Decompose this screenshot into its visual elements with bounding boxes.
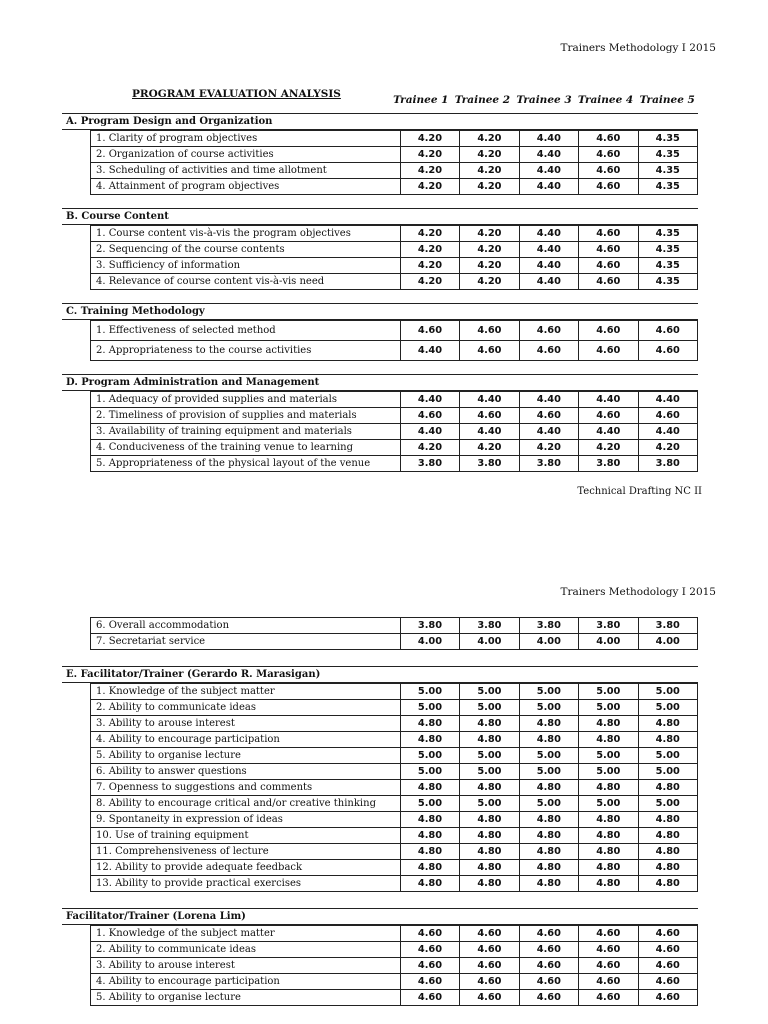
table-row (91, 860, 698, 876)
table-row (91, 796, 698, 812)
criterion-label: 1. Course content vis-à-vis the program objectives (91, 226, 401, 242)
rating-cell: 4.60 (519, 341, 578, 361)
rating-cell: 4.80 (638, 732, 698, 748)
section (62, 908, 698, 1006)
section-title: D. Program Administration and Management (62, 374, 698, 391)
rating-cell: 3.80 (460, 618, 519, 634)
table-row (91, 700, 698, 716)
rating-cell: 3.80 (638, 456, 698, 472)
criterion-label: 13. Ability to provide practical exercises (91, 876, 401, 892)
table-row (91, 828, 698, 844)
ratings-table (90, 130, 698, 195)
rating-cell: 4.60 (400, 990, 459, 1006)
rating-cell: 5.00 (460, 748, 519, 764)
section (62, 208, 698, 290)
rating-cell: 4.35 (638, 274, 698, 290)
criterion-label: 5. Ability to organise lecture (91, 990, 401, 1006)
rating-cell: 5.00 (638, 796, 698, 812)
page-header: Trainers Methodology I 2015 (560, 586, 716, 598)
rating-cell: 4.60 (460, 408, 519, 424)
rating-cell: 4.80 (519, 860, 578, 876)
rating-cell: 4.00 (579, 634, 638, 650)
rating-cell: 4.20 (460, 242, 519, 258)
criterion-label: 5. Appropriateness of the physical layout of the venue (91, 456, 401, 472)
rating-cell: 4.80 (579, 828, 638, 844)
rating-cell: 4.60 (579, 990, 638, 1006)
criterion-label: 3. Ability to arouse interest (91, 958, 401, 974)
rating-cell: 5.00 (400, 700, 459, 716)
criterion-label: 11. Comprehensiveness of lecture (91, 844, 401, 860)
ratings-table (90, 617, 698, 650)
rating-cell: 4.60 (579, 147, 638, 163)
rating-cell: 4.20 (400, 147, 459, 163)
ratings-table (90, 925, 698, 1006)
criterion-label: 7. Secretariat service (91, 634, 401, 650)
rating-cell: 4.20 (400, 163, 459, 179)
rating-cell: 4.60 (460, 974, 519, 990)
rating-cell: 4.60 (400, 974, 459, 990)
rating-cell: 4.60 (519, 926, 578, 942)
page-title: PROGRAM EVALUATION ANALYSIS (132, 88, 341, 100)
rating-cell: 4.20 (460, 258, 519, 274)
rating-cell: 4.40 (519, 424, 578, 440)
rating-cell: 4.35 (638, 147, 698, 163)
rating-cell: 3.80 (519, 456, 578, 472)
rating-cell: 5.00 (400, 764, 459, 780)
table-row (91, 942, 698, 958)
rating-cell: 4.60 (638, 321, 698, 341)
criterion-label: 4. Relevance of course content vis-à-vis need (91, 274, 401, 290)
rating-cell: 4.80 (460, 876, 519, 892)
section-title: C. Training Methodology (62, 303, 698, 320)
rating-cell: 4.60 (638, 341, 698, 361)
table-row (91, 147, 698, 163)
rating-cell: 5.00 (400, 796, 459, 812)
rating-cell: 4.80 (400, 780, 459, 796)
criterion-label: 12. Ability to provide adequate feedback (91, 860, 401, 876)
criterion-label: 2. Appropriateness to the course activities (91, 341, 401, 361)
rating-cell: 4.40 (519, 226, 578, 242)
criterion-label: 2. Sequencing of the course contents (91, 242, 401, 258)
rating-cell: 4.40 (400, 392, 459, 408)
rating-cell: 4.20 (638, 440, 698, 456)
rating-cell: 4.00 (400, 634, 459, 650)
table-row (91, 408, 698, 424)
rating-cell: 4.80 (460, 844, 519, 860)
criterion-label: 4. Conduciveness of the training venue to learning (91, 440, 401, 456)
criterion-label: 8. Ability to encourage critical and/or creative thinking (91, 796, 401, 812)
criterion-label: 3. Ability to arouse interest (91, 716, 401, 732)
rating-cell: 4.20 (460, 179, 519, 195)
rating-cell: 4.60 (519, 990, 578, 1006)
rating-cell: 4.40 (519, 242, 578, 258)
rating-cell: 4.40 (519, 392, 578, 408)
table-row (91, 748, 698, 764)
rating-cell: 4.20 (400, 258, 459, 274)
rating-cell: 4.60 (579, 131, 638, 147)
rating-cell: 5.00 (519, 700, 578, 716)
criterion-label: 3. Scheduling of activities and time allotment (91, 163, 401, 179)
page-footer: Technical Drafting NC II (577, 486, 702, 497)
rating-cell: 4.80 (519, 876, 578, 892)
rating-cell: 4.20 (579, 440, 638, 456)
rating-cell: 4.00 (519, 634, 578, 650)
table-row (91, 780, 698, 796)
table-row (91, 974, 698, 990)
rating-cell: 4.60 (579, 258, 638, 274)
rating-cell: 4.80 (460, 828, 519, 844)
rating-cell: 4.60 (460, 958, 519, 974)
rating-cell: 4.60 (579, 321, 638, 341)
rating-cell: 4.60 (400, 408, 459, 424)
criterion-label: 5. Ability to organise lecture (91, 748, 401, 764)
rating-cell: 4.20 (460, 131, 519, 147)
table-row (91, 844, 698, 860)
rating-cell: 5.00 (579, 684, 638, 700)
rating-cell: 5.00 (519, 796, 578, 812)
table-row (91, 341, 698, 361)
table-row (91, 131, 698, 147)
rating-cell: 4.60 (519, 942, 578, 958)
criterion-label: 3. Sufficiency of information (91, 258, 401, 274)
criterion-label: 4. Ability to encourage participation (91, 974, 401, 990)
table-row (91, 618, 698, 634)
rating-cell: 4.20 (400, 131, 459, 147)
table-row (91, 392, 698, 408)
rating-cell: 3.80 (579, 456, 638, 472)
rating-cell: 4.60 (579, 958, 638, 974)
rating-cell: 4.60 (638, 408, 698, 424)
criterion-label: 2. Organization of course activities (91, 147, 401, 163)
rating-cell: 4.60 (638, 958, 698, 974)
rating-cell: 4.80 (400, 732, 459, 748)
rating-cell: 4.80 (519, 828, 578, 844)
rating-cell: 4.80 (519, 812, 578, 828)
rating-cell: 4.80 (519, 716, 578, 732)
rating-cell: 5.00 (638, 748, 698, 764)
criterion-label: 6. Overall accommodation (91, 618, 401, 634)
criterion-label: 1. Adequacy of provided supplies and materials (91, 392, 401, 408)
trainee-column-headers (390, 94, 698, 106)
rating-cell: 4.60 (460, 321, 519, 341)
rating-cell: 5.00 (400, 684, 459, 700)
table-row (91, 226, 698, 242)
rating-cell: 4.60 (400, 942, 459, 958)
criterion-label: 7. Openness to suggestions and comments (91, 780, 401, 796)
rating-cell: 4.35 (638, 258, 698, 274)
rating-cell: 4.80 (460, 812, 519, 828)
rating-cell: 4.60 (579, 974, 638, 990)
rating-cell: 4.60 (519, 958, 578, 974)
rating-cell: 4.80 (579, 812, 638, 828)
table-row (91, 926, 698, 942)
rating-cell: 4.80 (400, 876, 459, 892)
section-title: Facilitator/Trainer (Lorena Lim) (62, 908, 698, 925)
table-row (91, 634, 698, 650)
rating-cell: 4.60 (579, 341, 638, 361)
rating-cell: 4.20 (400, 440, 459, 456)
rating-cell: 5.00 (638, 764, 698, 780)
criterion-label: 1. Knowledge of the subject matter (91, 926, 401, 942)
table-row (91, 163, 698, 179)
rating-cell: 4.00 (460, 634, 519, 650)
criterion-label: 1. Knowledge of the subject matter (91, 684, 401, 700)
table-row (91, 179, 698, 195)
section-title: E. Facilitator/Trainer (Gerardo R. Marasigan) (62, 666, 698, 683)
continued-section (62, 617, 698, 650)
rating-cell: 4.35 (638, 163, 698, 179)
table-row (91, 242, 698, 258)
rating-cell: 5.00 (519, 748, 578, 764)
rating-cell: 4.40 (638, 424, 698, 440)
rating-cell: 4.40 (400, 341, 459, 361)
section (62, 374, 698, 472)
rating-cell: 5.00 (400, 748, 459, 764)
rating-cell: 4.40 (460, 424, 519, 440)
rating-cell: 4.40 (519, 163, 578, 179)
rating-cell: 4.60 (460, 990, 519, 1006)
rating-cell: 4.80 (579, 844, 638, 860)
rating-cell: 4.60 (638, 974, 698, 990)
rating-cell: 5.00 (579, 796, 638, 812)
trainee-header: Trainee 2 (454, 94, 511, 106)
section (62, 113, 698, 195)
rating-cell: 4.60 (519, 321, 578, 341)
rating-cell: 3.80 (400, 456, 459, 472)
rating-cell: 4.60 (400, 958, 459, 974)
criterion-label: 4. Ability to encourage participation (91, 732, 401, 748)
table-row (91, 764, 698, 780)
rating-cell: 4.80 (400, 716, 459, 732)
page-header: Trainers Methodology I 2015 (560, 42, 716, 54)
rating-cell: 4.60 (460, 926, 519, 942)
rating-cell: 4.20 (460, 163, 519, 179)
trainee-header: Trainee 1 (393, 94, 449, 106)
rating-cell: 4.60 (400, 321, 459, 341)
rating-cell: 5.00 (638, 700, 698, 716)
table-row (91, 958, 698, 974)
rating-cell: 4.20 (460, 440, 519, 456)
rating-cell: 4.20 (460, 147, 519, 163)
rating-cell: 4.60 (579, 226, 638, 242)
rating-cell: 3.80 (638, 618, 698, 634)
rating-cell: 4.80 (638, 844, 698, 860)
rating-cell: 4.20 (400, 226, 459, 242)
rating-cell: 4.80 (638, 860, 698, 876)
rating-cell: 4.20 (400, 179, 459, 195)
rating-cell: 4.60 (579, 179, 638, 195)
rating-cell: 4.80 (400, 860, 459, 876)
trainee-header: Trainee 5 (639, 94, 695, 106)
rating-cell: 4.80 (638, 780, 698, 796)
rating-cell: 4.60 (460, 341, 519, 361)
rating-cell: 4.60 (638, 990, 698, 1006)
section-title: B. Course Content (62, 208, 698, 225)
rating-cell: 4.80 (579, 860, 638, 876)
section-title: A. Program Design and Organization (62, 113, 698, 130)
rating-cell: 4.80 (519, 780, 578, 796)
rating-cell: 4.35 (638, 226, 698, 242)
criterion-label: 1. Clarity of program objectives (91, 131, 401, 147)
rating-cell: 4.80 (400, 828, 459, 844)
ratings-table (90, 320, 698, 361)
table-row (91, 732, 698, 748)
rating-cell: 4.20 (519, 440, 578, 456)
rating-cell: 4.80 (460, 716, 519, 732)
trainee-header: Trainee 3 (516, 94, 572, 106)
rating-cell: 4.35 (638, 131, 698, 147)
rating-cell: 4.60 (638, 942, 698, 958)
criterion-label: 2. Ability to communicate ideas (91, 942, 401, 958)
rating-cell: 4.40 (519, 258, 578, 274)
table-row (91, 716, 698, 732)
rating-cell: 4.80 (638, 828, 698, 844)
rating-cell: 4.80 (460, 860, 519, 876)
rating-cell: 4.00 (638, 634, 698, 650)
rating-cell: 4.40 (519, 179, 578, 195)
rating-cell: 4.80 (460, 732, 519, 748)
criterion-label: 4. Attainment of program objectives (91, 179, 401, 195)
criterion-label: 9. Spontaneity in expression of ideas (91, 812, 401, 828)
criterion-label: 2. Ability to communicate ideas (91, 700, 401, 716)
rating-cell: 4.60 (579, 926, 638, 942)
section (62, 666, 698, 892)
criterion-label: 6. Ability to answer questions (91, 764, 401, 780)
rating-cell: 4.35 (638, 242, 698, 258)
table-row (91, 440, 698, 456)
rating-cell: 4.40 (400, 424, 459, 440)
rating-cell: 4.40 (519, 274, 578, 290)
rating-cell: 5.00 (519, 764, 578, 780)
rating-cell: 4.80 (519, 732, 578, 748)
ratings-table (90, 391, 698, 472)
table-row (91, 456, 698, 472)
rating-cell: 4.80 (638, 812, 698, 828)
rating-cell: 3.80 (460, 456, 519, 472)
rating-cell: 4.60 (460, 942, 519, 958)
rating-cell: 4.20 (460, 226, 519, 242)
trainee-header: Trainee 4 (577, 94, 634, 106)
rating-cell: 4.80 (638, 876, 698, 892)
rating-cell: 5.00 (579, 748, 638, 764)
rating-cell: 5.00 (460, 796, 519, 812)
rating-cell: 5.00 (638, 684, 698, 700)
rating-cell: 4.60 (519, 408, 578, 424)
rating-cell: 4.40 (579, 424, 638, 440)
ratings-table (90, 683, 698, 892)
rating-cell: 4.80 (579, 732, 638, 748)
rating-cell: 4.20 (400, 242, 459, 258)
rating-cell: 4.80 (579, 780, 638, 796)
rating-cell: 4.40 (519, 147, 578, 163)
rating-cell: 4.80 (638, 716, 698, 732)
rating-cell: 4.60 (400, 926, 459, 942)
criterion-label: 10. Use of training equipment (91, 828, 401, 844)
table-row (91, 321, 698, 341)
rating-cell: 4.80 (579, 876, 638, 892)
table-row (91, 812, 698, 828)
table-row (91, 876, 698, 892)
rating-cell: 5.00 (579, 700, 638, 716)
rating-cell: 3.80 (579, 618, 638, 634)
rating-cell: 3.80 (519, 618, 578, 634)
rating-cell: 4.40 (519, 131, 578, 147)
table-row (91, 990, 698, 1006)
ratings-table (90, 225, 698, 290)
rating-cell: 5.00 (519, 684, 578, 700)
rating-cell: 4.80 (460, 780, 519, 796)
rating-cell: 5.00 (460, 684, 519, 700)
rating-cell: 4.60 (579, 163, 638, 179)
rating-cell: 4.60 (579, 274, 638, 290)
rating-cell: 4.60 (579, 408, 638, 424)
table-row (91, 684, 698, 700)
table-row (91, 424, 698, 440)
table-row (91, 274, 698, 290)
rating-cell: 4.20 (400, 274, 459, 290)
rating-cell: 4.40 (460, 392, 519, 408)
rating-cell: 4.60 (519, 974, 578, 990)
rating-cell: 5.00 (460, 764, 519, 780)
criterion-label: 2. Timeliness of provision of supplies and materials (91, 408, 401, 424)
rating-cell: 4.60 (579, 942, 638, 958)
criterion-label: 3. Availability of training equipment and materials (91, 424, 401, 440)
rating-cell: 4.80 (519, 844, 578, 860)
section (62, 303, 698, 361)
rating-cell: 4.40 (638, 392, 698, 408)
table-row (91, 258, 698, 274)
rating-cell: 3.80 (400, 618, 459, 634)
rating-cell: 4.40 (579, 392, 638, 408)
rating-cell: 4.60 (638, 926, 698, 942)
rating-cell: 4.80 (400, 844, 459, 860)
rating-cell: 4.20 (460, 274, 519, 290)
rating-cell: 4.60 (579, 242, 638, 258)
rating-cell: 5.00 (579, 764, 638, 780)
rating-cell: 5.00 (460, 700, 519, 716)
criterion-label: 1. Effectiveness of selected method (91, 321, 401, 341)
rating-cell: 4.80 (400, 812, 459, 828)
rating-cell: 4.80 (579, 716, 638, 732)
rating-cell: 4.35 (638, 179, 698, 195)
